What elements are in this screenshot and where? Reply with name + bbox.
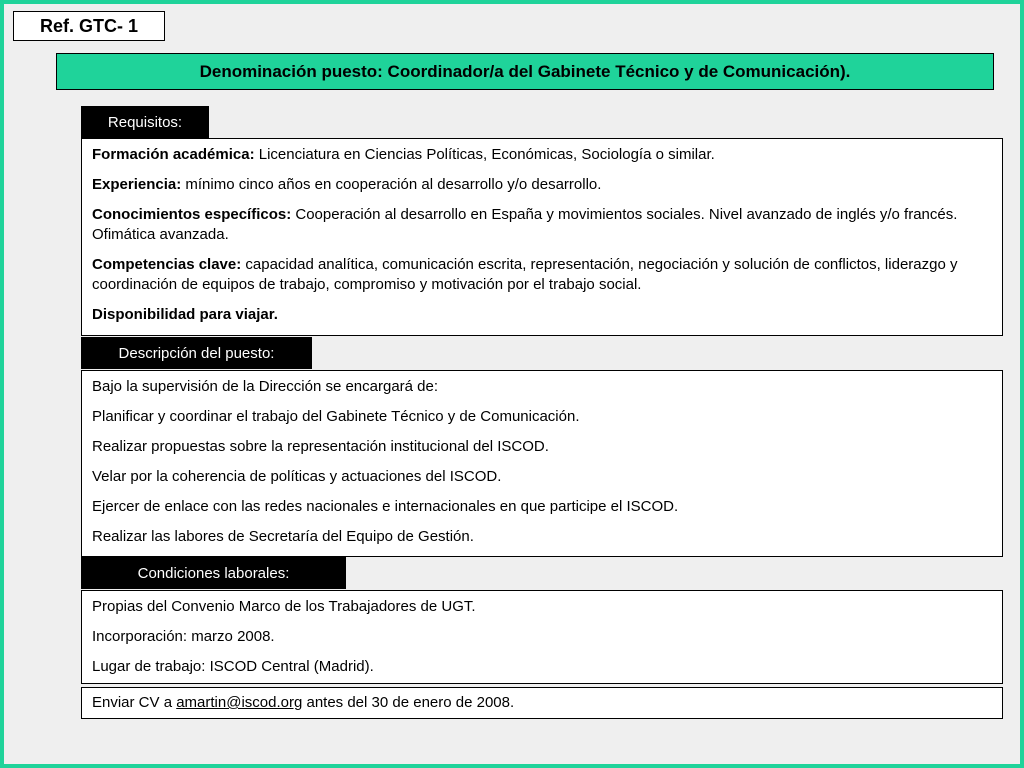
descripcion-item: Velar por la coherencia de políticas y actuaciones del ISCOD.	[92, 468, 502, 485]
descripcion-item: Bajo la supervisión de la Dirección se encargará de:	[92, 378, 439, 395]
descripcion-item: Realizar propuestas sobre la representación institucional del ISCOD.	[92, 438, 549, 455]
descripcion-tab: Descripción del puesto:	[81, 337, 312, 369]
competencias-text: capacidad analítica, comunicación escrita, representación, negociación y solución de conflictos, liderazgo y coordinación de equipos de trabajo, compromiso y motivación por el trabajo social.	[92, 256, 958, 293]
condiciones-item: Incorporación: marzo 2008.	[92, 628, 275, 645]
experiencia-line	[92, 175, 992, 195]
experiencia-text: mínimo cinco años en cooperación al desarrollo y/o desarrollo.	[181, 176, 602, 193]
experiencia-label: Experiencia:	[92, 176, 182, 193]
conocimientos-label: Conocimientos específicos:	[92, 206, 292, 223]
condiciones-item: Propias del Convenio Marco de los Trabajadores de UGT.	[92, 598, 476, 615]
condiciones-item: Lugar de trabajo: ISCOD Central (Madrid).	[92, 658, 374, 675]
email-link[interactable]: amartin@iscod.org	[176, 694, 303, 711]
conocimientos-line	[92, 205, 992, 245]
disponibilidad-label: Disponibilidad para viajar.	[92, 306, 278, 323]
formacion-line	[92, 145, 992, 165]
competencias-label: Competencias clave:	[92, 256, 242, 273]
enviar-suffix: antes del 30 de enero de 2008.	[302, 694, 515, 711]
conocimientos-text: Cooperación al desarrollo en España y movimientos sociales. Nivel avanzado de inglés y/o francés. Ofimática avanzada.	[92, 206, 958, 243]
requisitos-tab: Requisitos:	[81, 106, 209, 138]
condiciones-box	[81, 590, 1003, 684]
descripcion-box	[81, 370, 1003, 557]
requisitos-box	[81, 138, 1003, 336]
enviar-prefix: Enviar CV a	[92, 694, 177, 711]
descripcion-item: Planificar y coordinar el trabajo del Gabinete Técnico y de Comunicación.	[92, 408, 580, 425]
descripcion-item: Realizar las labores de Secretaría del Equipo de Gestión.	[92, 528, 474, 545]
job-title-banner: Denominación puesto: Coordinador/a del Gabinete Técnico y de Comunicación).	[56, 53, 994, 90]
competencias-line	[92, 255, 992, 295]
condiciones-tab: Condiciones laborales:	[81, 557, 346, 589]
disponibilidad-line	[92, 305, 992, 325]
formacion-text: Licenciatura en Ciencias Políticas, Económicas, Sociología o similar.	[254, 146, 715, 163]
reference-code: Ref. GTC- 1	[13, 11, 165, 41]
enviar-cv-box	[81, 687, 1003, 719]
formacion-label: Formación académica:	[92, 146, 255, 163]
descripcion-item: Ejercer de enlace con las redes nacionales e internacionales en que participe el ISCOD.	[92, 498, 679, 515]
